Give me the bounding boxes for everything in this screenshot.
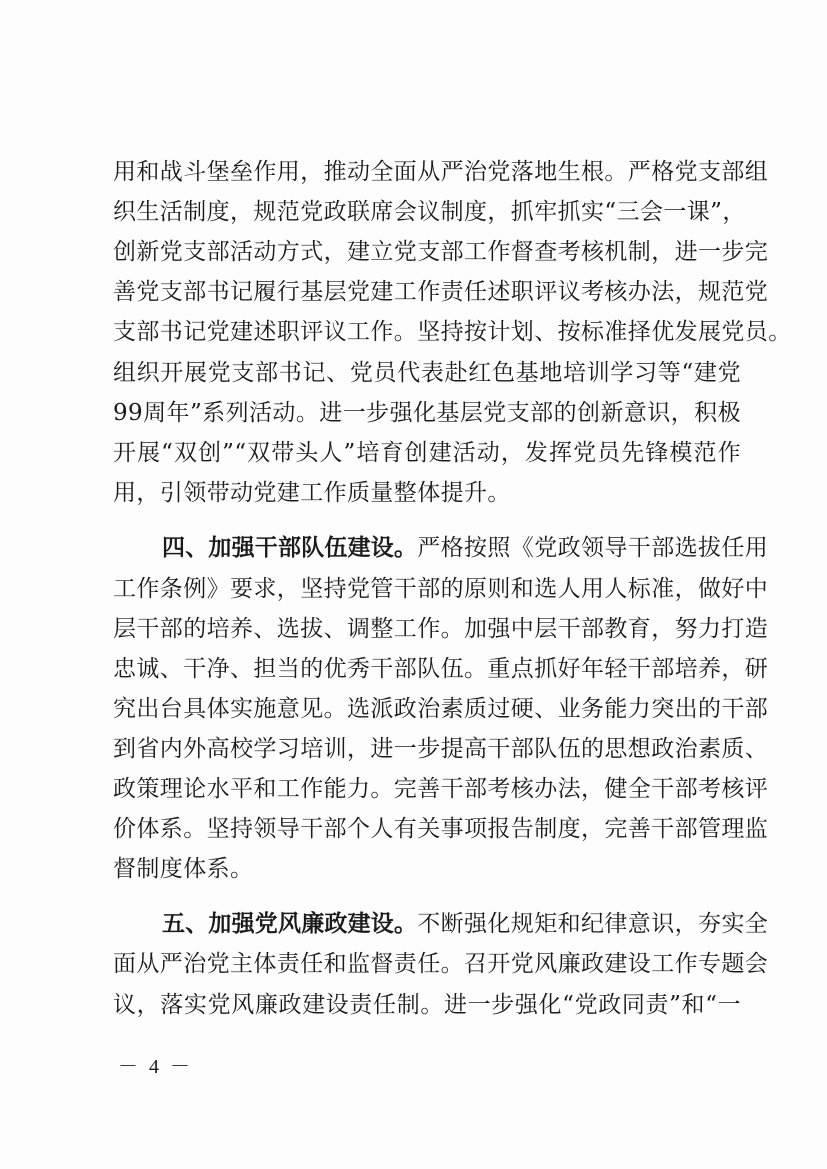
paragraph-text: 99周年”系列活动。进一步强化基层党支部的创新意识，积极: [113, 400, 741, 426]
paragraph-text: 政策理论水平和工作能力。完善干部考核办法，健全干部考核评: [113, 776, 769, 802]
text-line: [113, 811, 769, 847]
text-line: [162, 530, 769, 566]
text-line: [113, 771, 769, 807]
text-line: [113, 274, 769, 310]
paragraph-text: 工作条例》要求，坚持党管干部的原则和选人用人标准，做好中: [113, 576, 769, 602]
paragraph-text: 组织开展党支部书记、党员代表赴红色基地培训学习等“建党: [113, 360, 741, 386]
text-line: [113, 355, 741, 391]
text-line: [113, 611, 769, 647]
paragraph-text: 议，落实党风廉政建设责任制。进一步强化“党政同责”和“一: [113, 992, 741, 1018]
text-line: [162, 906, 769, 942]
paragraph-text: 支部书记党建述职评议工作。坚持按计划、按标准择优发展党员。: [113, 319, 792, 345]
paragraph-text: 不断强化规矩和纪律意识，夯实全: [417, 911, 769, 937]
paragraph-text: 忠诚、干净、担当的优秀干部队伍。重点抓好年轻干部培养，研: [113, 656, 769, 682]
text-line: [113, 987, 741, 1023]
paragraph-text: 织生活制度，规范党政联席会议制度，抓牢抓实“三会一课”，: [113, 199, 746, 225]
text-line: [113, 731, 769, 767]
text-line: [113, 194, 746, 230]
paragraph-text: 究出台具体实施意见。选派政治素质过硬、业务能力突出的干部: [113, 696, 769, 722]
text-line: [113, 314, 792, 350]
paragraph-text: 用和战斗堡垒作用，推动全面从严治党落地生根。严格党支部组: [113, 159, 769, 185]
paragraph-text: 用，引领带动党建工作质量整体提升。: [113, 480, 511, 506]
text-line: [113, 651, 769, 687]
paragraph-text: 价体系。坚持领导干部个人有关事项报告制度，完善干部管理监: [113, 816, 769, 842]
text-line: [113, 851, 253, 887]
paragraph-text: 开展“双创”“双带头人”培育创建活动，发挥党员先锋模范作: [113, 440, 741, 466]
paragraph-text: 善党支部书记履行基层党建工作责任述职评议考核办法，规范党: [113, 279, 769, 305]
paragraph-text: 严格按照《党政领导干部选拔任用: [417, 535, 769, 561]
paragraph-text: 创新党支部活动方式，建立党支部工作督查考核机制，进一步完: [113, 239, 769, 265]
page-number: － 4 －: [118, 1056, 193, 1078]
paragraph-text: 层干部的培养、选拔、调整工作。加强中层干部教育，努力打造: [113, 616, 769, 642]
paragraph-text: 面从严治党主体责任和监督责任。召开党风廉政建设工作专题会: [113, 951, 769, 977]
text-line: [113, 435, 741, 471]
text-line: [113, 475, 511, 511]
text-line: [113, 691, 769, 727]
text-line: [113, 154, 769, 190]
text-line: [113, 234, 769, 270]
paragraph-text: 督制度体系。: [113, 856, 254, 882]
text-line: [113, 946, 769, 982]
section-heading: 五、加强党风廉政建设。: [162, 911, 418, 937]
text-line: [113, 395, 741, 431]
text-line: [113, 571, 769, 607]
paragraph-text: 到省内外高校学习培训，进一步提高干部队伍的思想政治素质、: [113, 736, 769, 762]
section-heading: 四、加强干部队伍建设。: [162, 535, 418, 561]
